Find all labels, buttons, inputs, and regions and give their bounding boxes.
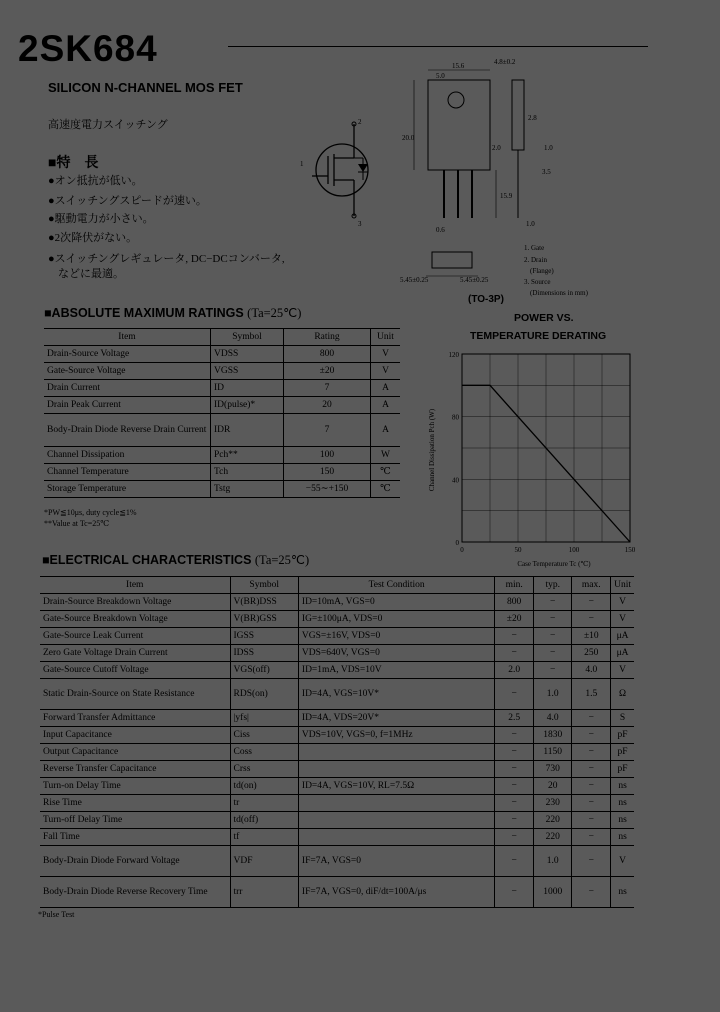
- max-cell: −: [572, 795, 611, 812]
- header-cell: max.: [572, 577, 611, 594]
- max-cell: 250: [572, 645, 611, 662]
- table-row: [40, 611, 634, 628]
- package-legend: (Dimensions in mm): [530, 289, 588, 297]
- unit-cell: V: [611, 846, 634, 877]
- symbol-cell: IDR: [211, 414, 284, 447]
- chart-title-line1: POWER VS.: [514, 312, 574, 324]
- condition-cell: VDS=10V, VGS=0, f=1MHz: [298, 727, 494, 744]
- unit-cell: V: [371, 363, 401, 380]
- table-row: [40, 778, 634, 795]
- y-tick-label: 40: [452, 476, 459, 485]
- y-tick-label: 80: [452, 413, 459, 422]
- package-dim: 5.45±0.25: [460, 276, 489, 284]
- package-dim: 3.5: [542, 168, 551, 176]
- typ-cell: 1.0: [533, 846, 572, 877]
- symbol-cell: td(off): [230, 812, 298, 829]
- condition-cell: ID=10mA, VGS=0: [298, 594, 494, 611]
- max-cell: −: [572, 877, 611, 908]
- symbol-cell: trr: [230, 877, 298, 908]
- condition-cell: IF=7A, VGS=0: [298, 846, 494, 877]
- unit-cell: V: [371, 346, 401, 363]
- unit-cell: ℃: [371, 464, 401, 481]
- package-legend: 3. Source: [524, 278, 551, 286]
- symbol-cell: tr: [230, 795, 298, 812]
- item-cell: Fall Time: [43, 832, 80, 842]
- max-cell: −: [572, 778, 611, 795]
- symbol-cell: tf: [230, 829, 298, 846]
- max-cell: 1.5: [572, 679, 611, 710]
- table-row: [40, 744, 634, 761]
- unit-cell: ns: [611, 778, 634, 795]
- pin1-label: 1: [300, 160, 304, 168]
- rating-cell: 7: [284, 380, 371, 397]
- rating-cell: 100: [284, 447, 371, 464]
- package-dim: 2.0: [492, 144, 501, 152]
- package-dim: 20.0: [402, 134, 415, 142]
- elec-heading: [42, 552, 309, 568]
- min-cell: −: [495, 727, 534, 744]
- feature-item: ●駆動電力が小さい。: [48, 213, 154, 225]
- abs-max-note: *PW≦10μs, duty cycle≦1%: [44, 508, 137, 517]
- table-row: [40, 594, 634, 611]
- typ-cell: −: [533, 645, 572, 662]
- unit-cell: ns: [611, 829, 634, 846]
- condition-cell: ID=4A, VGS=10V, RL=7.5Ω: [298, 778, 494, 795]
- max-cell: 4.0: [572, 662, 611, 679]
- unit-cell: ℃: [371, 481, 401, 498]
- chart-ylabel: Channel Dissipation Pch (W): [428, 408, 436, 492]
- elec-condition: (Ta=25℃): [254, 553, 310, 567]
- condition-cell: ID=1mA, VDS=10V: [298, 662, 494, 679]
- condition-cell: [298, 761, 494, 778]
- package-dim: 15.6: [452, 62, 465, 70]
- unit-cell: Ω: [611, 679, 634, 710]
- y-tick-label: 120: [448, 351, 459, 359]
- min-cell: ±20: [495, 611, 534, 628]
- package-dim: 15.9: [500, 192, 513, 200]
- features-heading: ■特 長: [48, 156, 99, 171]
- typ-cell: 1830: [533, 727, 572, 744]
- abs-max-table: [44, 328, 400, 498]
- symbol-cell: IGSS: [230, 628, 298, 645]
- feature-item: ●2次降伏がない。: [48, 232, 138, 244]
- table-row: [40, 846, 634, 877]
- min-cell: 2.0: [495, 662, 534, 679]
- header-cell: Unit: [611, 577, 634, 594]
- typ-cell: −: [533, 594, 572, 611]
- item-cell: Input Capacitance: [43, 730, 112, 740]
- japanese-description: 高速度電力スイッチング: [48, 119, 168, 131]
- x-tick-label: 150: [624, 546, 636, 554]
- condition-cell: [298, 795, 494, 812]
- symbol-cell: Ciss: [230, 727, 298, 744]
- table-row: [40, 795, 634, 812]
- part-number-title: 2SK684: [18, 28, 158, 69]
- min-cell: −: [495, 795, 534, 812]
- table-row: [44, 414, 400, 447]
- typ-cell: −: [533, 628, 572, 645]
- header-cell: Symbol: [211, 329, 284, 346]
- typ-cell: 20: [533, 778, 572, 795]
- header-cell: Item: [126, 580, 144, 590]
- min-cell: −: [495, 744, 534, 761]
- item-cell: Drain-Source Voltage: [47, 349, 130, 359]
- max-cell: −: [572, 727, 611, 744]
- condition-cell: ID=4A, VGS=10V*: [298, 679, 494, 710]
- unit-cell: μA: [611, 645, 634, 662]
- header-cell: Unit: [371, 329, 401, 346]
- rating-cell: 20: [284, 397, 371, 414]
- chart-title-line2: TEMPERATURE DERATING: [470, 330, 607, 342]
- rating-cell: 150: [284, 464, 371, 481]
- min-cell: −: [495, 812, 534, 829]
- max-cell: −: [572, 744, 611, 761]
- min-cell: −: [495, 628, 534, 645]
- elec-table: [40, 576, 634, 908]
- table-row: [44, 363, 400, 380]
- package-dim: 5.0: [436, 72, 445, 80]
- min-cell: −: [495, 679, 534, 710]
- package-name: (TO-3P): [468, 294, 504, 305]
- condition-cell: [298, 812, 494, 829]
- unit-cell: ns: [611, 795, 634, 812]
- table-row: [40, 645, 634, 662]
- mosfet-symbol: [296, 114, 386, 230]
- x-tick-label: 0: [460, 546, 464, 554]
- symbol-cell: Coss: [230, 744, 298, 761]
- table-header-row: [40, 577, 634, 594]
- symbol-cell: Crss: [230, 761, 298, 778]
- package-dim: 1.0: [526, 220, 535, 228]
- unit-cell: V: [611, 662, 634, 679]
- min-cell: 800: [495, 594, 534, 611]
- table-header-row: [44, 329, 400, 346]
- feature-item: ●スイッチングレギュレータ, DC−DCコンバータ,: [48, 253, 285, 265]
- item-cell: Zero Gate Voltage Drain Current: [43, 648, 168, 658]
- unit-cell: pF: [611, 744, 634, 761]
- max-cell: −: [572, 812, 611, 829]
- typ-cell: 730: [533, 761, 572, 778]
- symbol-cell: Tch: [211, 464, 284, 481]
- subtitle: SILICON N-CHANNEL MOS FET: [48, 80, 243, 95]
- item-cell: Channel Dissipation: [47, 450, 125, 460]
- rating-cell: −55∼+150: [284, 481, 371, 498]
- header-cell: min.: [495, 577, 534, 594]
- rating-cell: 7: [284, 414, 371, 447]
- table-row: [44, 464, 400, 481]
- header-cell: Symbol: [230, 577, 298, 594]
- item-cell: Body-Drain Diode Reverse Drain Current: [47, 425, 207, 435]
- unit-cell: V: [611, 594, 634, 611]
- table-row: [44, 447, 400, 464]
- min-cell: 2.5: [495, 710, 534, 727]
- unit-cell: W: [371, 447, 401, 464]
- max-cell: −: [572, 611, 611, 628]
- typ-cell: 4.0: [533, 710, 572, 727]
- symbol-cell: ID(pulse)*: [211, 397, 284, 414]
- pin2-label: 2: [358, 118, 362, 126]
- symbol-cell: Pch**: [211, 447, 284, 464]
- derating-chart: [420, 346, 650, 572]
- abs-max-note: **Value at Tc=25℃: [44, 519, 110, 528]
- table-row: [40, 727, 634, 744]
- item-cell: Gate-Source Breakdown Voltage: [43, 614, 168, 624]
- symbol-cell: V(BR)GSS: [230, 611, 298, 628]
- typ-cell: 1150: [533, 744, 572, 761]
- feature-item: ●スイッチングスピードが速い。: [48, 195, 207, 207]
- table-row: [40, 877, 634, 908]
- symbol-cell: |yfs|: [230, 710, 298, 727]
- min-cell: −: [495, 778, 534, 795]
- typ-cell: −: [533, 611, 572, 628]
- package-legend: 1. Gate: [524, 244, 545, 252]
- symbol-cell: ID: [211, 380, 284, 397]
- table-row: [40, 662, 634, 679]
- package-legend: 2. Drain: [524, 256, 547, 264]
- symbol-cell: RDS(on): [230, 679, 298, 710]
- to3p-package-drawing: [396, 50, 626, 300]
- condition-cell: IF=7A, VGS=0, diF/dt=100A/μs: [298, 877, 494, 908]
- item-cell: Drain-Source Breakdown Voltage: [43, 597, 172, 607]
- symbol-cell: VDSS: [211, 346, 284, 363]
- abs-max-heading: [44, 305, 301, 321]
- table-row: [40, 679, 634, 710]
- typ-cell: 1000: [533, 877, 572, 908]
- x-tick-label: 50: [514, 546, 522, 554]
- x-tick-label: 100: [568, 546, 580, 554]
- chart-xlabel: Case Temperature Tc (℃): [517, 560, 591, 568]
- unit-cell: A: [371, 414, 401, 447]
- item-cell: Static Drain-Source on State Resistance: [43, 689, 195, 699]
- item-cell: Drain Peak Current: [47, 400, 121, 410]
- item-cell: Forward Transfer Admittance: [43, 713, 156, 723]
- unit-cell: pF: [611, 761, 634, 778]
- item-cell: Gate-Source Leak Current: [43, 631, 144, 641]
- min-cell: −: [495, 761, 534, 778]
- unit-cell: A: [371, 380, 401, 397]
- item-cell: Output Capacitance: [43, 747, 119, 757]
- elec-heading-text: ■ELECTRICAL CHARACTERISTICS: [42, 553, 252, 567]
- y-tick-label: 0: [455, 539, 459, 547]
- typ-cell: 220: [533, 812, 572, 829]
- item-cell: Body-Drain Diode Reverse Recovery Time: [43, 887, 208, 897]
- unit-cell: ns: [611, 812, 634, 829]
- item-cell: Turn-on Delay Time: [43, 781, 121, 791]
- table-row: [44, 481, 400, 498]
- item-cell: Channel Temperature: [47, 467, 129, 477]
- header-cell: Rating: [284, 329, 371, 346]
- table-row: [40, 829, 634, 846]
- package-legend: (Flange): [530, 267, 554, 275]
- package-dim: 0.6: [436, 226, 445, 234]
- max-cell: −: [572, 761, 611, 778]
- condition-cell: IG=±100μA, VDS=0: [298, 611, 494, 628]
- min-cell: −: [495, 846, 534, 877]
- table-row: [44, 380, 400, 397]
- typ-cell: 1.0: [533, 679, 572, 710]
- table-row: [40, 812, 634, 829]
- min-cell: −: [495, 877, 534, 908]
- condition-cell: VGS=±16V, VDS=0: [298, 628, 494, 645]
- typ-cell: 230: [533, 795, 572, 812]
- header-cell: Test Condition: [298, 577, 494, 594]
- typ-cell: 220: [533, 829, 572, 846]
- item-cell: Reverse Transfer Capacitance: [43, 764, 157, 774]
- min-cell: −: [495, 645, 534, 662]
- feature-item: ●オン抵抗が低い。: [48, 175, 143, 187]
- unit-cell: ns: [611, 877, 634, 908]
- header-cell: typ.: [533, 577, 572, 594]
- item-cell: Storage Temperature: [47, 484, 127, 494]
- elec-note: *Pulse Test: [38, 910, 75, 919]
- table-row: [44, 397, 400, 414]
- abs-max-condition: (Ta=25℃): [247, 306, 302, 320]
- table-row: [40, 710, 634, 727]
- symbol-cell: V(BR)DSS: [230, 594, 298, 611]
- header-cell: Item: [118, 332, 136, 342]
- typ-cell: −: [533, 662, 572, 679]
- condition-cell: ID=4A, VDS=20V*: [298, 710, 494, 727]
- pin3-label: 3: [358, 220, 362, 228]
- package-dim: 5.45±0.25: [400, 276, 429, 284]
- table-row: [44, 346, 400, 363]
- rating-cell: ±20: [284, 363, 371, 380]
- unit-cell: A: [371, 397, 401, 414]
- abs-max-heading-text: ■ABSOLUTE MAXIMUM RATINGS: [44, 306, 244, 320]
- symbol-cell: VDF: [230, 846, 298, 877]
- item-cell: Turn-off Delay Time: [43, 815, 123, 825]
- symbol-cell: IDSS: [230, 645, 298, 662]
- max-cell: −: [572, 710, 611, 727]
- table-row: [40, 761, 634, 778]
- feature-item: などに最適。: [58, 268, 124, 280]
- item-cell: Body-Drain Diode Forward Voltage: [43, 856, 180, 866]
- max-cell: −: [572, 594, 611, 611]
- symbol-cell: VGSS: [211, 363, 284, 380]
- unit-cell: S: [611, 710, 634, 727]
- condition-cell: [298, 744, 494, 761]
- condition-cell: VDS=640V, VGS=0: [298, 645, 494, 662]
- item-cell: Gate-Source Voltage: [47, 366, 126, 376]
- item-cell: Gate-Source Cutoff Voltage: [43, 665, 149, 675]
- package-dim: 2.8: [528, 114, 537, 122]
- package-dim: 1.0: [544, 144, 553, 152]
- symbol-cell: VGS(off): [230, 662, 298, 679]
- unit-cell: pF: [611, 727, 634, 744]
- min-cell: −: [495, 829, 534, 846]
- max-cell: −: [572, 829, 611, 846]
- symbol-cell: Tstg: [211, 481, 284, 498]
- item-cell: Rise Time: [43, 798, 82, 808]
- unit-cell: μA: [611, 628, 634, 645]
- table-row: [40, 628, 634, 645]
- package-dim: 4.8±0.2: [494, 58, 516, 66]
- symbol-cell: td(on): [230, 778, 298, 795]
- max-cell: −: [572, 846, 611, 877]
- condition-cell: [298, 829, 494, 846]
- unit-cell: V: [611, 611, 634, 628]
- max-cell: ±10: [572, 628, 611, 645]
- item-cell: Drain Current: [47, 383, 101, 393]
- title-rule: [228, 46, 648, 47]
- rating-cell: 800: [284, 346, 371, 363]
